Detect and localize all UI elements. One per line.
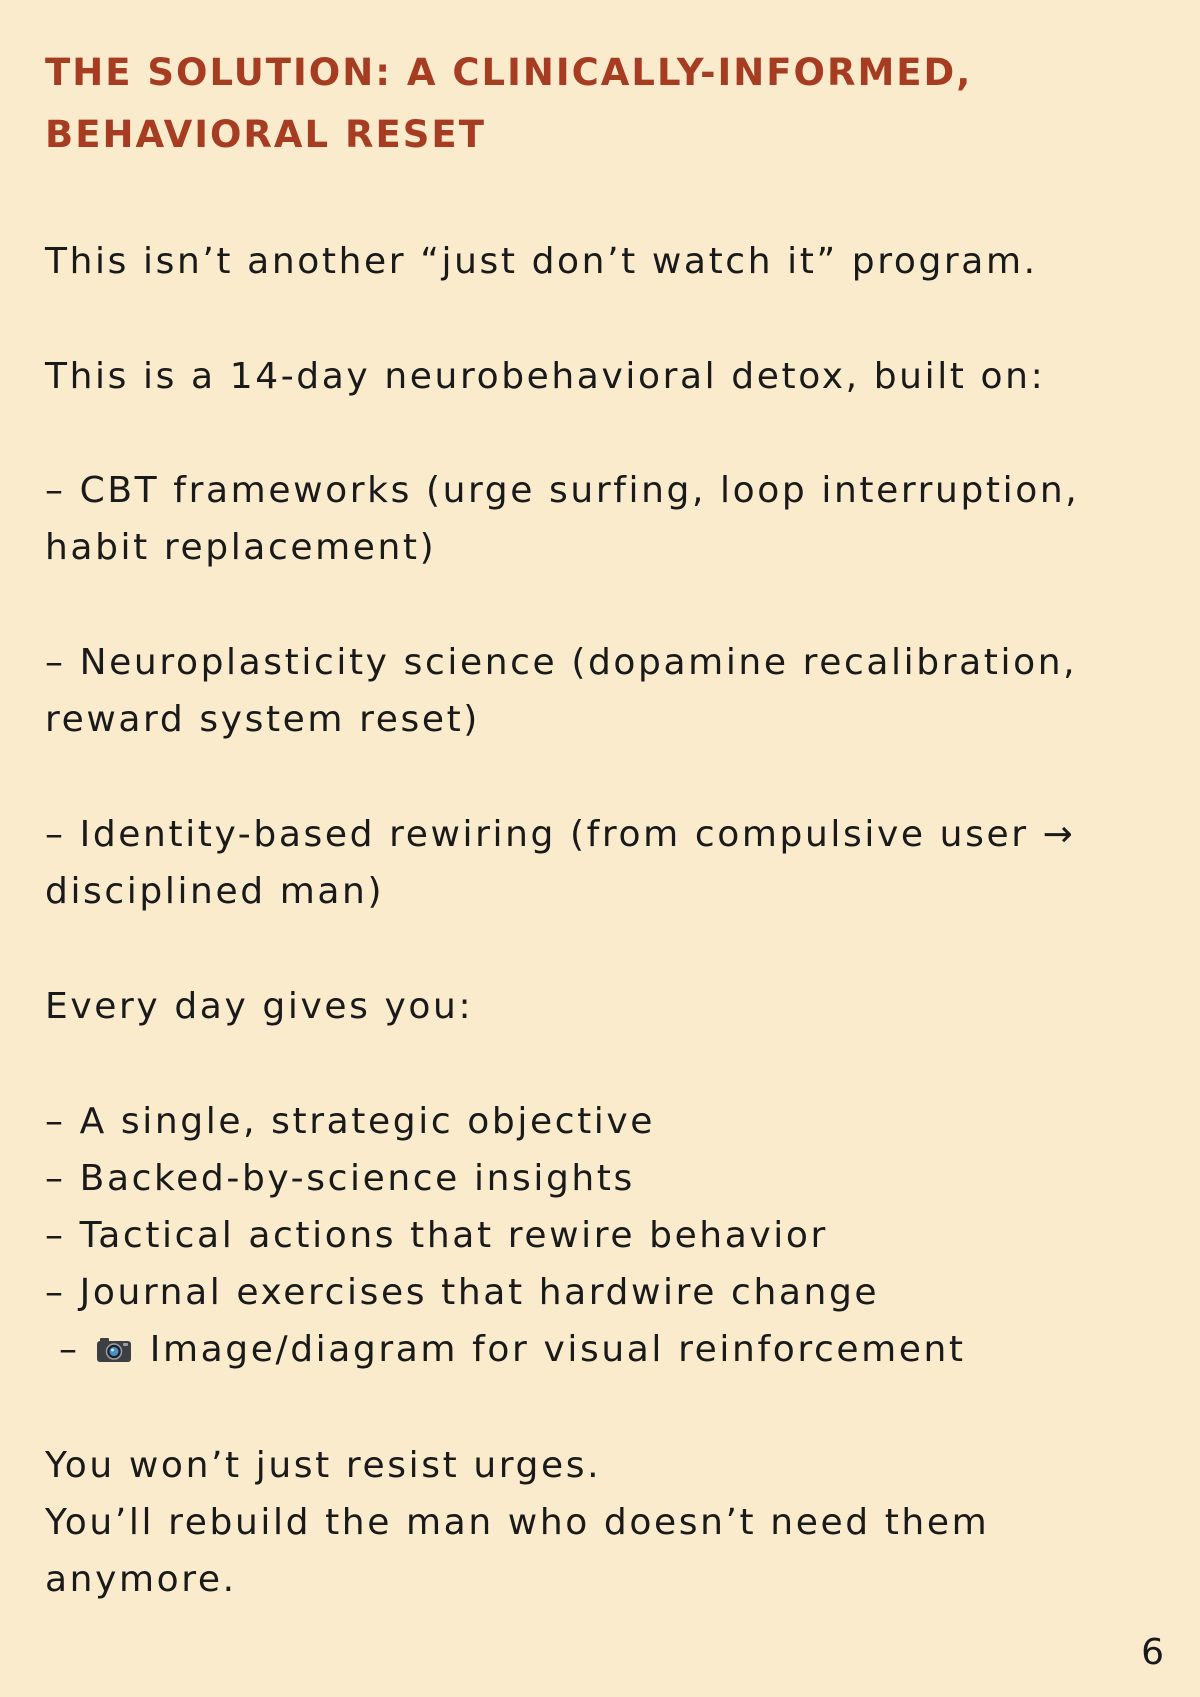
list-item: – A single, strategic objective — [45, 1101, 656, 1142]
pillar-identity — [45, 806, 1125, 920]
intro-statement: This isn’t another “just don’t watch it” program. — [45, 241, 1038, 282]
pillar-identity-line-2: disciplined man) — [45, 871, 385, 912]
pillar-cbt-line-2: habit replacement) — [45, 527, 437, 568]
list-item-prefix: – — [45, 1329, 94, 1370]
list-item-visual — [45, 1321, 1125, 1378]
camera-icon — [96, 1336, 132, 1363]
intro-description: This is a 14-day neurobehavioral detox, built on: — [45, 356, 1046, 397]
pillar-neuroplasticity — [45, 634, 1125, 748]
list-item: – Journal exercises that hardwire change — [45, 1272, 880, 1313]
list-item: – Tactical actions that rewire behavior — [45, 1215, 828, 1256]
daily-list — [45, 1093, 1125, 1378]
pillar-identity-line-1: – Identity-based rewiring (from compulsive user → — [45, 814, 1076, 855]
closing-line-2: You’ll rebuild the man who doesn’t need them — [45, 1502, 990, 1543]
list-item-text: Image/diagram for visual reinforcement — [135, 1329, 966, 1370]
page-heading — [45, 42, 1145, 166]
pillar-neuroplasticity-line-1: – Neuroplasticity science (dopamine recalibration, — [45, 642, 1078, 683]
daily-intro: Every day gives you: — [45, 986, 474, 1027]
page-number: 6 — [1141, 1632, 1164, 1673]
pillar-cbt — [45, 462, 1125, 576]
pillar-neuroplasticity-line-2: reward system reset) — [45, 699, 480, 740]
pillar-cbt-line-1: – CBT frameworks (urge surfing, loop interruption, — [45, 470, 1080, 511]
closing-statement — [45, 1437, 1125, 1608]
heading-line-2: BEHAVIORAL RESET — [45, 113, 486, 156]
heading-line-1: THE SOLUTION: A CLINICALLY-INFORMED, — [45, 51, 973, 94]
closing-line-1: You won’t just resist urges. — [45, 1445, 602, 1486]
list-item: – Backed-by-science insights — [45, 1158, 635, 1199]
closing-line-3: anymore. — [45, 1559, 237, 1600]
